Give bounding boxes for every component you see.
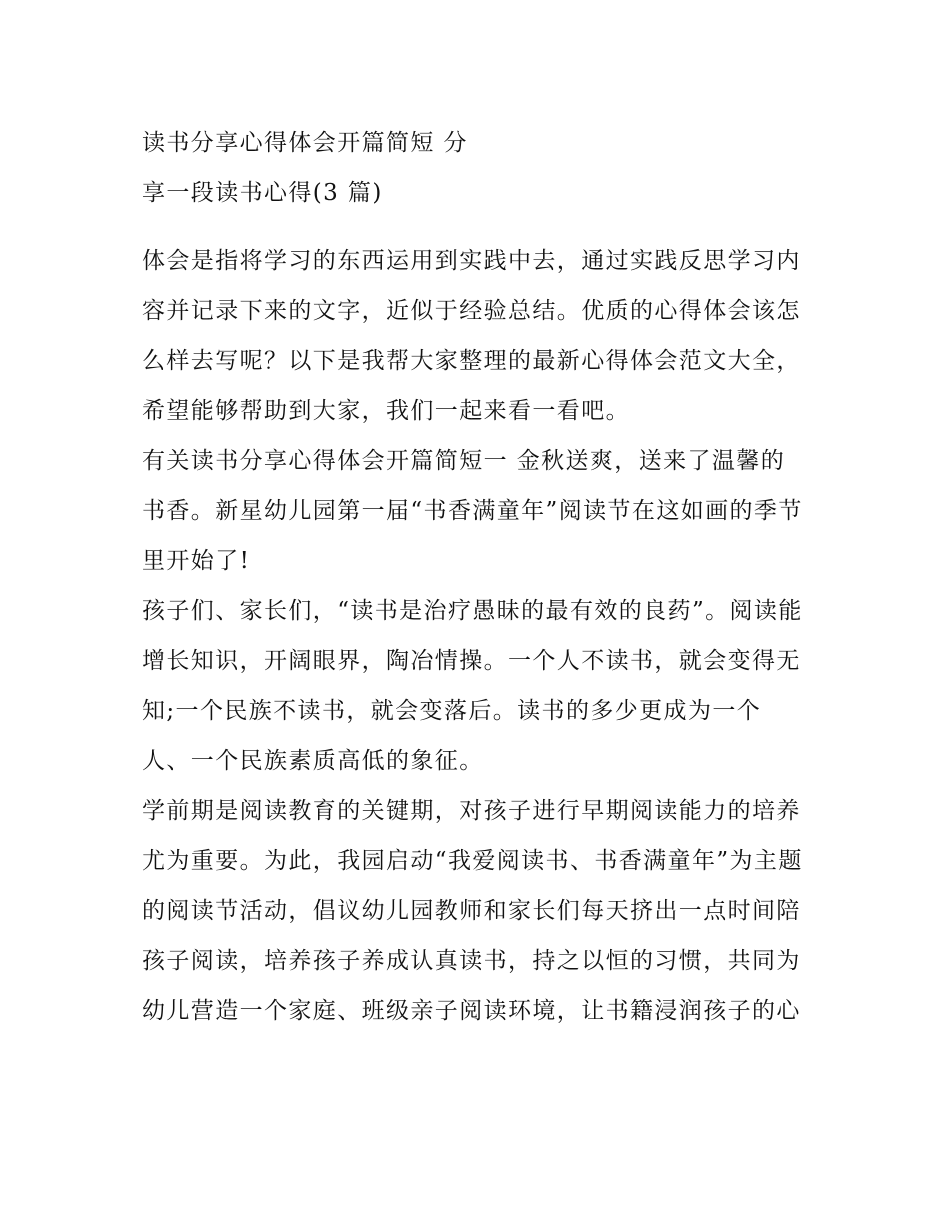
paragraph-reading-value <box>142 586 814 786</box>
text-line: 书香。新星幼儿园第一届“书香满童年”阅读节在这如画的季节 <box>142 498 803 524</box>
text-line: 容并记录下来的文字，近似于经验总结。优质的心得体会该怎 <box>142 298 801 324</box>
text-line: 增长知识，开阔眼界，陶冶情操。一个人不读书，就会变得无 <box>142 648 801 674</box>
text-line: 的阅读节活动，倡议幼儿园教师和家长们每天挤出一点时间陪 <box>142 898 801 924</box>
document-title <box>142 118 814 218</box>
text-line: 里开始了! <box>142 548 251 574</box>
document-page <box>142 118 814 1036</box>
text-line: 幼儿营造一个家庭、班级亲子阅读环境，让书籍浸润孩子的心 <box>142 998 801 1024</box>
text-line: 有关读书分享心得体会开篇简短一 金秋送爽，送来了温馨的 <box>142 448 786 474</box>
paragraph-preschool <box>142 786 814 1036</box>
text-line: 学前期是阅读教育的关键期，对孩子进行早期阅读能力的培养 <box>142 798 801 824</box>
text-line: 孩子阅读，培养孩子养成认真读书，持之以恒的习惯，共同为 <box>142 948 801 974</box>
text-line: 知;一个民族不读书，就会变落后。读书的多少更成为一个 <box>142 698 762 724</box>
paragraph-intro <box>142 236 814 436</box>
text-line: 么样去写呢？以下是我帮大家整理的最新心得体会范文大全， <box>142 348 801 374</box>
text-line: 尤为重要。为此，我园启动“我爱阅读书、书香满童年”为主题 <box>142 848 803 874</box>
text-line: 人、一个民族素质高低的象征。 <box>142 748 484 774</box>
title-line: 读书分享心得体会开篇简短 分 <box>142 130 468 156</box>
text-line: 体会是指将学习的东西运用到实践中去，通过实践反思学习内 <box>142 248 801 274</box>
text-line: 希望能够帮助到大家，我们一起来看一看吧。 <box>142 398 630 424</box>
paragraph-opening <box>142 436 814 586</box>
title-line: 享一段读书心得(3 篇) <box>142 180 383 206</box>
text-line: 孩子们、家长们，“读书是治疗愚昧的最有效的良药”。阅读能 <box>142 598 803 624</box>
